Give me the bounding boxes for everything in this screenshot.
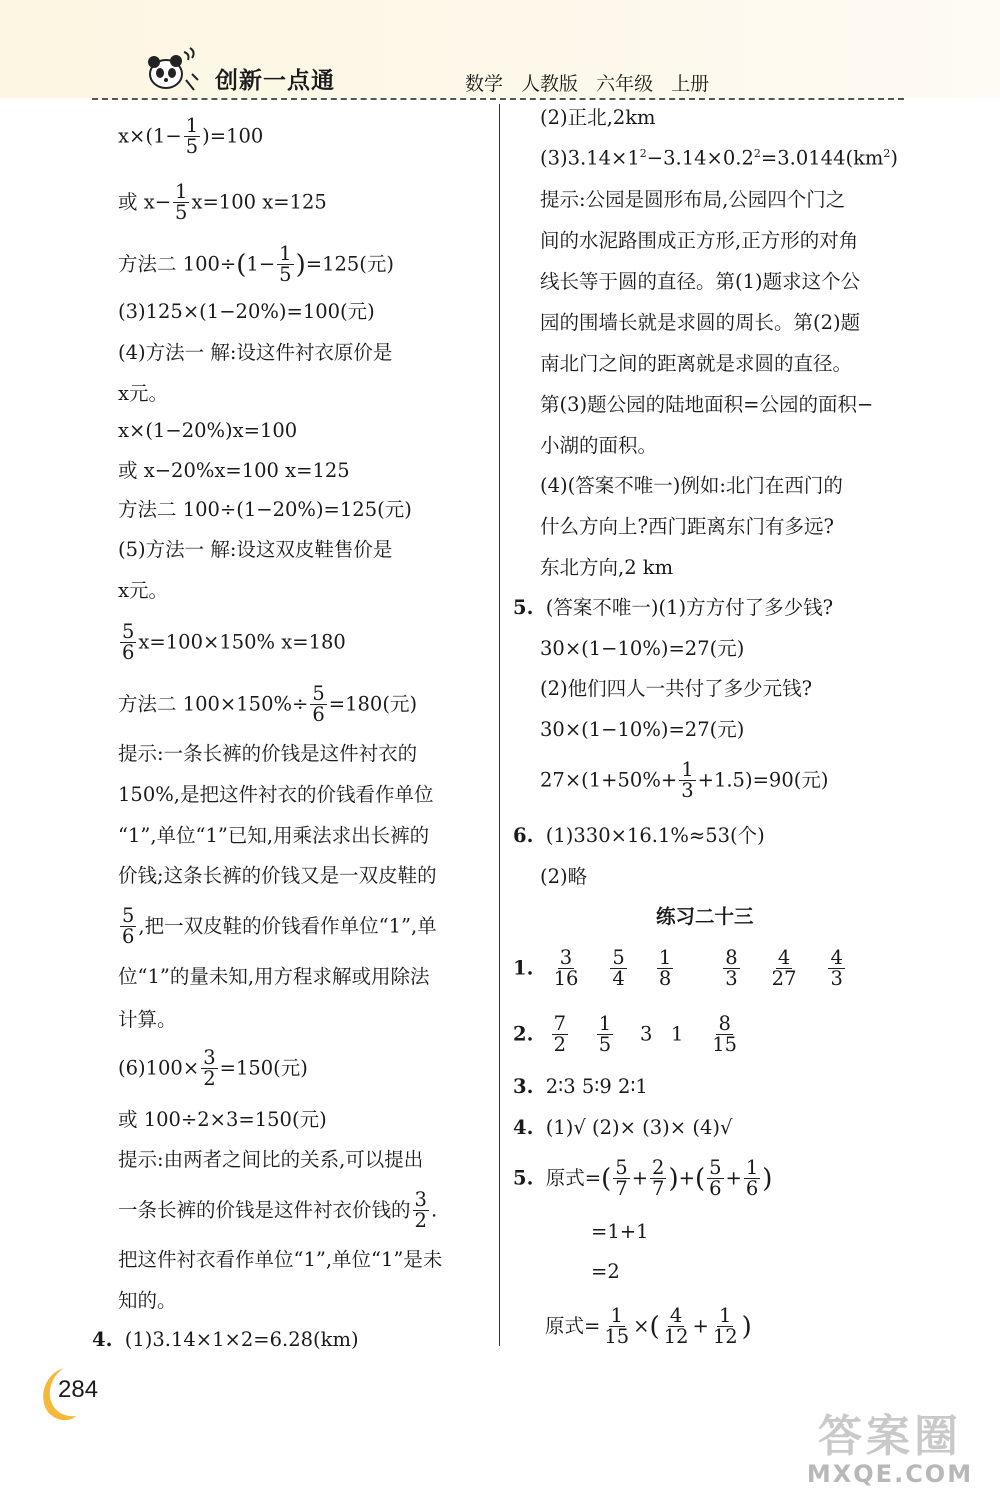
answer-line: 1. $\frac{3}{16}$ $\frac{5}{4}$ $\frac{1}{8}$ $\frac{8}{3}$ $\frac{4}{27}$ $\frac{4}{3}$ [513, 946, 843, 991]
hint-line: 间的水泥路围成正方形,正方形的对角 [540, 229, 859, 252]
hint-line: 知的。 [118, 1289, 177, 1312]
answer-line: 5. (答案不唯一)(1)方方付了多少钱? [513, 596, 834, 619]
watermark [790, 1400, 990, 1488]
hint-line: $\frac{5}{6}$ ,把一双皮鞋的价钱看作单位“1”,单 [122, 904, 437, 949]
answer-line: 或 x− $\frac{1}{5}$ x=100 x=125 [118, 180, 327, 225]
fraction: $\frac{5}{4}$ [612, 946, 625, 991]
answer-line: x×(1−20%)x=100 [118, 419, 298, 442]
answer-line: 方法二 100×150%÷ $\frac{5}{6}$ =180(元) [118, 682, 418, 727]
answer-line: (5)方法一 解:设这双皮鞋售价是 [118, 538, 393, 561]
hint-line: 小湖的面积。 [540, 434, 658, 457]
hint-line: 150%,是把这件衬衣的价钱看作单位 [118, 783, 434, 806]
fraction: $\frac{1}{8}$ [658, 946, 672, 991]
fraction: $\frac{4}{27}$ [771, 946, 797, 991]
watermark-logo: 答案圈 [818, 1411, 962, 1462]
answer-line: 6. (1)330×16.1%≈53(个) [513, 824, 765, 847]
watermark-site: MXQE.COM [806, 1460, 974, 1488]
answer-line: (3)125×(1−20%)=100(元) [118, 300, 375, 323]
page-number: 284 [58, 1376, 99, 1403]
answer-line: 或 x−20%x=100 x=125 [118, 459, 350, 482]
book-info: 数学 人教版 六年级 上册 [465, 73, 710, 95]
answer-line: 什么方向上?西门距离东门有多远? [540, 515, 834, 538]
answer-line: =1+1 [591, 1220, 649, 1243]
fraction: $\frac{4}{3}$ [830, 946, 843, 991]
hint-line: 提示:由两者之间比的关系,可以提出 [118, 1148, 424, 1171]
fraction: $\frac{3}{16}$ [553, 946, 579, 991]
hint-line: 园的围墙长就是求圆的周长。第(2)题 [540, 311, 861, 334]
answer-line: (2)他们四人一共付了多少元钱? [540, 677, 813, 700]
hint-line: 提示:公园是圆形布局,公园四个门之 [540, 188, 846, 211]
answer-line: 3. 2∶3 5∶9 2∶1 [513, 1075, 648, 1098]
answer-line: (2)略 [540, 865, 588, 888]
answer-line: =2 [591, 1260, 620, 1283]
answer-line: 30×(1−10%)=27(元) [540, 637, 745, 660]
answer-line: $\frac{5}{6}$ x=100×150% x=180 [122, 620, 346, 665]
answer-line: x元。 [118, 579, 168, 602]
answer-line: $(3)3.14\times 1^2-3.14\times 0.2^2=3.0144(km^2)$ [540, 146, 898, 170]
hint-line: 位“1”的量未知,用方程求解或用除法 [118, 965, 430, 988]
hint-line: 第(3)题公园的陆地面积=公园的面积− [540, 393, 874, 416]
panda-mascot-icon [140, 44, 202, 96]
answer-line: x×(1− $\frac{1}{5}$ )=100 [118, 114, 264, 159]
answer-line: (6)100× $\frac{3}{2}$ =150(元) [118, 1046, 308, 1091]
answer-line: 或 100÷2×3=150(元) [118, 1108, 327, 1131]
hint-line: 提示:一条长裤的价钱是这件衬衣的 [118, 742, 418, 765]
hint-line: 把这件衬衣看作单位“1”,单位“1”是未 [118, 1248, 443, 1271]
section-title: 练习二十三 [656, 905, 754, 928]
answer-line: 5. 原式=( $\frac{5}{7}$ + $\frac{2}{7}$ )+( $\frac{5}{6}$ + $\frac{1}{6}$ ) [513, 1156, 773, 1201]
answer-line: (4)(答案不唯一)例如:北门在西门的 [540, 474, 843, 497]
hint-line: 计算。 [118, 1008, 177, 1031]
answer-line: 方法二 100÷(1−20%)=125(元) [118, 498, 412, 521]
answer-line: 30×(1−10%)=27(元) [540, 718, 745, 741]
answer-line: (4)方法一 解:设这件衬衣原价是 [118, 341, 393, 364]
hint-line: 价钱;这条长裤的价钱又是一双皮鞋的 [118, 864, 437, 887]
hint-line: 线长等于圆的直径。第(1)题求这个公 [540, 270, 861, 293]
answer-line: 4. (1)√ (2)× (3)× (4)√ [513, 1116, 733, 1139]
column-divider [499, 104, 500, 1346]
hint-line: 南北门之间的距离就是求圆的直径。 [540, 352, 853, 375]
fraction: $\frac{8}{3}$ [725, 946, 738, 991]
answer-line: 2. $\frac{7}{2}$ $\frac{1}{5}$ 3 1 $\frac{8}{15}$ [513, 1012, 738, 1057]
brand-title: 创新一点通 [215, 68, 335, 94]
answer-line: 东北方向,2 km [540, 556, 674, 579]
hint-line: 一条长裤的价钱是这件衬衣价钱的 $\frac{3}{2}$ . [118, 1188, 438, 1233]
answer-line: 方法二 100÷(1− $\frac{1}{5}$ )=125(元) [118, 242, 395, 287]
answer-line: 4. (1)3.14×1×2=6.28(km) [92, 1328, 359, 1351]
answer-line: (2)正北,2km [540, 106, 656, 129]
answer-line: x元。 [118, 382, 168, 405]
hint-line: “1”,单位“1”已知,用乘法求出长裤的 [118, 824, 430, 847]
answer-line: 原式= $\frac{1}{15}$ ×( $\frac{4}{12}$ + $\frac{1}{12}$ ) [545, 1304, 752, 1349]
header-divider [92, 98, 904, 100]
answer-line: 27×(1+50%+ $\frac{1}{3}$ +1.5)=90(元) [540, 758, 829, 803]
